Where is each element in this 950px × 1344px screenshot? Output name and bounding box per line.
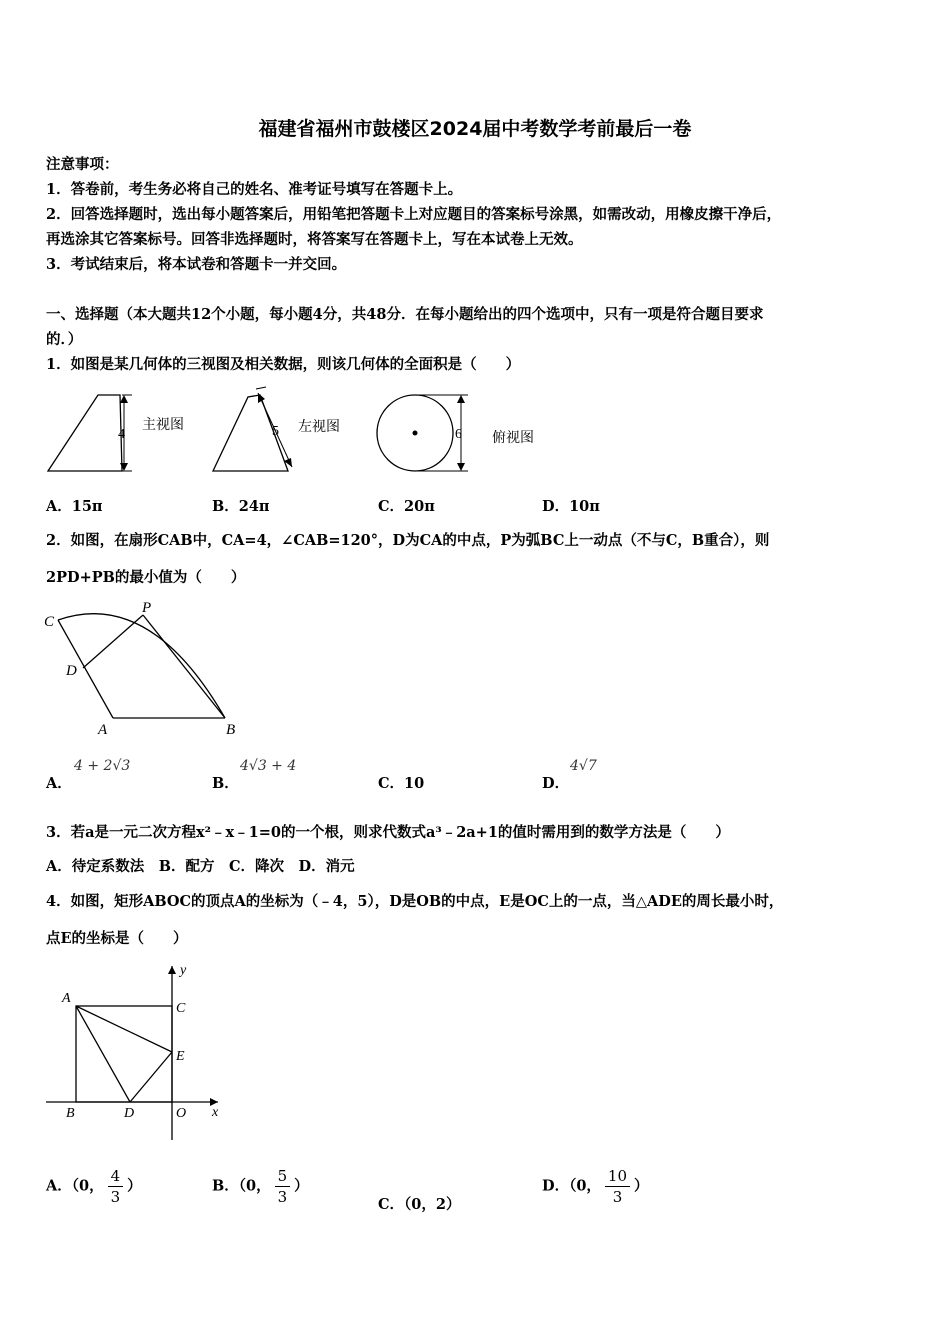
front-height-label: 4: [118, 427, 125, 442]
label-x: x: [212, 1105, 219, 1120]
side-view-label: 左视图: [298, 420, 340, 435]
label-c: C: [176, 1001, 186, 1016]
note-1: 1．答卷前，考生务必将自己的姓名、准考证号填写在答题卡上。: [46, 181, 463, 198]
q1-option-a[interactable]: A．15π: [46, 498, 103, 515]
q2-option-b-math: 4√3 + 4: [240, 758, 297, 774]
label-d: D: [124, 1106, 135, 1121]
label-o: O: [176, 1106, 187, 1121]
q2-option-a[interactable]: A．: [46, 775, 72, 792]
q1-option-d[interactable]: D．10π: [542, 498, 600, 515]
page-title: 福建省福州市鼓楼区2024届中考数学考前最后一卷: [258, 118, 692, 140]
q3-options[interactable]: A．待定系数法 B．配方 C．降次 D．消元: [46, 858, 355, 875]
q2-stem-line2: 2PD+PB的最小值为（ ）: [46, 569, 246, 586]
q1-three-views-figure: [40, 385, 540, 480]
q2-stem-line1: 2．如图，在扇形CAB中，CA=4，∠CAB=120°，D为CA的中点，P为弧BC上一动点（不与C，B重合），则: [46, 532, 770, 549]
note-3: 3．考试结束后，将本试卷和答题卡一并交回。: [46, 256, 347, 273]
notes-heading: 注意事项：: [46, 156, 119, 173]
label-y: y: [180, 963, 187, 978]
q2-option-c[interactable]: C．10: [378, 775, 425, 792]
q1-option-c[interactable]: C．20π: [378, 498, 435, 515]
q4-rectangle-figure: [40, 960, 240, 1150]
rectangle-aboc: [76, 1006, 172, 1102]
top-view-label: 俯视图: [492, 431, 534, 446]
q4-option-a[interactable]: A．（0， $\frac{4}{3}$ ）: [46, 1167, 142, 1206]
note-2b: 再选涂其它答案标号。回答非选择题时，将答案写在答题卡上，写在本试卷上无效。: [46, 231, 583, 248]
front-view-label: 主视图: [142, 418, 184, 433]
q1-option-b[interactable]: B．24π: [212, 498, 270, 515]
q4-stem-line2: 点E的坐标是（ ）: [46, 930, 188, 947]
q2-option-b[interactable]: B．: [212, 775, 239, 792]
q2-option-d-math: 4√7: [570, 758, 597, 774]
note-2a: 2．回答选择题时，选出每小题答案后，用铅笔把答题卡上对应题目的答案标号涂黑，如需改动，用橡皮擦干净后，: [46, 206, 782, 223]
q4-option-c[interactable]: C．（0，2）: [378, 1196, 461, 1213]
q2-option-d[interactable]: D．: [542, 775, 570, 792]
section-heading-line2: 的．）: [46, 331, 83, 348]
label-b: B: [226, 722, 236, 738]
label-a: A: [62, 991, 71, 1006]
q1-stem: 1．如图是某几何体的三视图及相关数据，则该几何体的全面积是（ ）: [46, 356, 521, 373]
front-view-triangle: [48, 395, 122, 471]
label-d: D: [66, 663, 77, 679]
q2-option-a-math: 4 + 2√3: [74, 758, 131, 774]
label-p: P: [142, 600, 152, 616]
q3-stem: 3．若a是一元二次方程x²﹣x﹣1=0的一个根，则求代数式a³﹣2a+1的值时需用到的数学方法是（ ）: [46, 824, 730, 841]
section-heading-line1: 一、选择题（本大题共12个小题，每小题4分，共48分．在每小题给出的四个选项中，只有一项是符合题目要求: [46, 306, 764, 323]
label-a: A: [98, 722, 108, 738]
q4-stem-line1: 4．如图，矩形ABOC的顶点A的坐标为（﹣4，5），D是OB的中点，E是OC上的一点，当△ADE的周长最小时，: [46, 893, 784, 910]
q4-option-b[interactable]: B．（0， $\frac{5}{3}$ ）: [212, 1167, 309, 1206]
top-diameter-label: 6: [455, 427, 462, 442]
label-b: B: [66, 1106, 75, 1121]
q2-sector-figure: [40, 598, 250, 743]
label-e: E: [176, 1049, 185, 1064]
label-c: C: [44, 614, 55, 630]
q4-option-d[interactable]: D．（0， $\frac{10}{3}$ ）: [542, 1167, 649, 1206]
side-slant-label: 5: [272, 424, 279, 439]
